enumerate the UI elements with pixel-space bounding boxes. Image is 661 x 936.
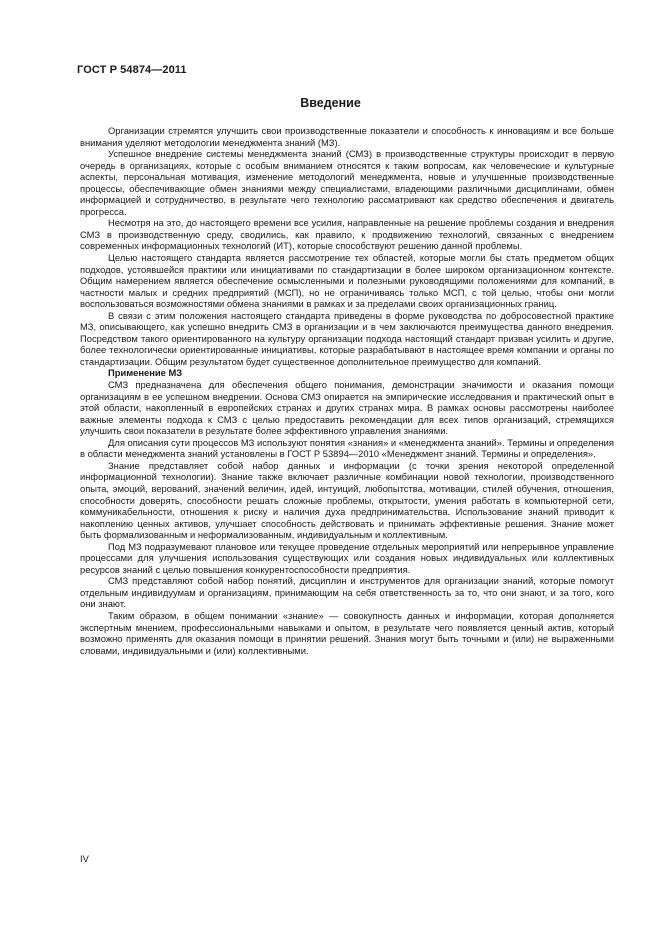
paragraph: Таким образом, в общем понимании «знание» — совокупность данных и информации, которая дополняется экспертным мнением, профессиональными навыками и опытом, в результате чего появляется ценный актив, который возможно применять для оказания помощи в принятии решений. Знания могут быть точными и (или) не выраженными словами, индивидуальными и (или) коллективными. (80, 609, 614, 656)
paragraph: Под МЗ подразумевают плановое или текущее проведение отдельных мероприятий или непрерывное управление процессами для улучшения использования существующих или создания новых индивидуальных или коллективных ресурсов знаний с целью повышения конкурентоспособности предприятия. (80, 540, 614, 575)
standard-number: ГОСТ Р 54874—2011 (77, 64, 187, 76)
section-title: Введение (300, 96, 361, 110)
paragraph: Целью настоящего стандарта является рассмотрение тех областей, которые могли бы стать предметом общих подходов, устоявшейся практики или инициативами по стандартизации в более широком организационном контексте. Общим намерением является обеспечение осмысленными и полезными руководящими положениями для компаний, в частности малых и средних предприятий (МСП), но не ограничиваясь только МСП, с той целью, чтобы они могли воспользоваться возможностями обмена знаниями в рамках и за пределами своих организационных границ. (80, 252, 614, 310)
paragraph: В связи с этим положения настоящего стандарта приведены в форме руководства по добросовестной практике МЗ, описывающего, как успешно внедрить СМЗ в организации и в чем заключаются преимущества данного внедрения. Посредством такого ориентированного на культуру организации подхода настоящий стандарт призван усилить и другие, более технологически ориентированные инициативы, которые разрабатывают в настоящее время компании и органы по стандартизации. Общим результатом будет существенное дополнительное преимущество для компаний. (80, 309, 614, 367)
body-text (80, 125, 614, 656)
paragraph: Успешное внедрение системы менеджмента знаний (СМЗ) в производственные структуры происходит в первую очередь в организациях, которые с особым вниманием относятся к таким вопросам, как человеческие и культурные аспекты, персональная мотивация, изменение методологий менеджмента, новые и улучшенные производственные процессы, обеспечивающие обмен знаниями между специалистами, владеющими различными дисциплинами, обмен информацией и сотрудничество, в результате чего технологию рассматривают как средство обеспечения и двигатель прогресса. (80, 148, 614, 217)
paragraph: СМЗ представляют собой набор понятий, дисциплин и инструментов для организации знаний, которые помогут отдельным индивидуумам и организациям, принимающим на себя ответственность за то, что они знают, и за того, кого они знают. (80, 575, 614, 610)
page-number: IV (80, 853, 89, 864)
paragraph: Несмотря на это, до настоящего времени все усилия, направленные на решение проблемы создания и внедрения СМЗ в производственную среду, сводились, как правило, к продвижению технологий, связанных с внедрением современных информационных технологий (ИТ), которые способствуют решению данной проблемы. (80, 217, 614, 252)
paragraph: СМЗ предназначена для обеспечения общего понимания, демонстрации значимости и оказания помощи организациям в ее успешном внедрении. Основа СМЗ опирается на эмпирические исследования и практический опыт в этой области, накопленный в европейских странах и других странах мира. В рамках основы рассмотрены наиболее важные элементы подхода к СМЗ с целью предоставить рекомендации для всех типов организаций, стремящихся улучшить свои показатели в результате более эффективного управления знаниями. (80, 379, 614, 437)
paragraph: Для описания сути процессов МЗ используют понятия «знания» и «менеджмента знаний». Термины и определения в области менеджмента знаний установлены в ГОСТ Р 53894—2010 «Менеджмент знаний. Термины и определения». (80, 436, 614, 460)
subsection-heading: Применение МЗ (108, 367, 183, 379)
paragraph: Знание представляет собой набор данных и информации (с точки зрения некоторой определенной информационной технологии). Знание также включает различные комбинации новой технологии, производственного опыта, эмоций, верований, значений величин, идей, интуиций, любопытства, мотивации, стилей обучения, отношения, способности доверять, способности решать сложные проблемы, открытости, умения работать в компьютерной сети, коммуникабельности, отношения к риску и наличия духа предпринимательства. Использование знаний приводит к накоплению ценных активов, улучшает способность действовать и принимать эффективные решения. Знание может быть формализованным и неформализованным, индивидуальным и коллективным. (80, 459, 614, 541)
paragraph: Организации стремятся улучшить свои производственные показатели и способность к инновациям и все больше внимания уделяют методологии менеджмента знаний (МЗ). (80, 125, 614, 148)
